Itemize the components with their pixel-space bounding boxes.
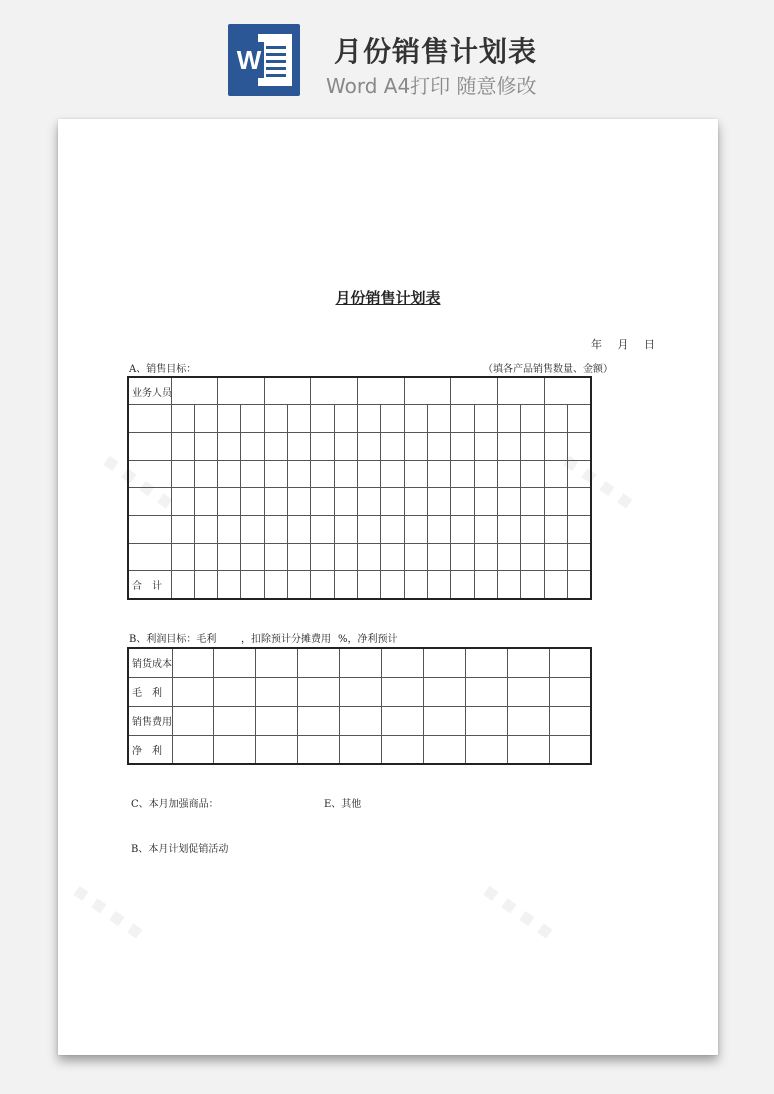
table-cell[interactable] (474, 460, 497, 488)
table-cell[interactable] (474, 432, 497, 460)
header-subtitle: Word A4打印 随意修改 (326, 74, 537, 98)
table-cell[interactable] (288, 488, 311, 516)
table-cell[interactable] (214, 735, 256, 764)
table-cell[interactable] (172, 648, 214, 677)
table-cell[interactable] (171, 460, 194, 488)
table-cell[interactable] (404, 488, 427, 516)
table-cell[interactable] (381, 571, 404, 599)
table-row (128, 677, 591, 706)
table-cell[interactable] (334, 571, 357, 599)
table-cell[interactable] (498, 405, 521, 433)
table-cell[interactable] (358, 460, 381, 488)
watermark: ▪ ▪ ▪ ▪ (558, 448, 639, 515)
table-cell[interactable] (544, 543, 567, 571)
table-cell[interactable] (214, 677, 256, 706)
table-cell[interactable] (568, 405, 591, 433)
table-cell[interactable] (521, 432, 544, 460)
profit-table (127, 647, 592, 765)
table-cell[interactable] (358, 405, 381, 433)
table-cell[interactable] (218, 405, 241, 433)
table-cell[interactable] (256, 735, 298, 764)
table-cell[interactable] (507, 706, 549, 735)
table-cell[interactable] (451, 460, 474, 488)
table-cell[interactable] (311, 377, 358, 405)
table-cell[interactable] (428, 488, 451, 516)
document-page (58, 119, 718, 1055)
table-cell[interactable] (214, 706, 256, 735)
table-cell[interactable] (381, 432, 404, 460)
word-logo-icon (228, 24, 300, 96)
document-title: 月份销售计划表 (335, 289, 441, 307)
table-cell[interactable] (474, 515, 497, 543)
page-header (0, 0, 774, 112)
table-cell[interactable] (298, 677, 340, 706)
table-cell[interactable] (381, 488, 404, 516)
table-cell[interactable] (194, 432, 217, 460)
table-cell[interactable] (241, 515, 264, 543)
table-cell[interactable] (498, 488, 521, 516)
table-cell[interactable] (521, 543, 544, 571)
table-cell[interactable] (381, 648, 423, 677)
table-cell[interactable] (128, 515, 171, 543)
table-cell[interactable] (171, 571, 194, 599)
table-cell[interactable] (194, 460, 217, 488)
table-cell[interactable] (358, 515, 381, 543)
table-cell[interactable] (288, 460, 311, 488)
table-cell[interactable] (404, 460, 427, 488)
net-profit-label: %，净利预计 (338, 634, 398, 645)
sales-target-note: （填各产品销售数量、金额） (483, 364, 613, 375)
table-cell[interactable] (544, 460, 567, 488)
table-cell[interactable] (264, 543, 287, 571)
table-cell[interactable] (428, 405, 451, 433)
table-cell[interactable] (498, 460, 521, 488)
table-cell[interactable] (128, 488, 171, 516)
table-row (128, 735, 591, 764)
table-cell[interactable] (194, 571, 217, 599)
table-row (128, 432, 591, 460)
net-profit-row-label: 净 利 (128, 735, 172, 764)
table-cell[interactable] (194, 488, 217, 516)
table-cell[interactable] (544, 432, 567, 460)
table-cell[interactable] (334, 460, 357, 488)
table-cell[interactable] (521, 515, 544, 543)
table-cell[interactable] (311, 515, 334, 543)
table-cell[interactable] (521, 571, 544, 599)
table-cell[interactable] (549, 648, 591, 677)
table-cell[interactable] (428, 432, 451, 460)
total-label: 合 计 (128, 571, 171, 599)
table-cell[interactable] (381, 405, 404, 433)
table-cell[interactable] (474, 488, 497, 516)
table-cell[interactable] (171, 488, 194, 516)
table-cell[interactable] (218, 432, 241, 460)
table-cell[interactable] (549, 677, 591, 706)
table-cell[interactable] (381, 677, 423, 706)
table-cell[interactable] (404, 543, 427, 571)
table-cell[interactable] (298, 706, 340, 735)
table-cell[interactable] (544, 405, 567, 433)
table-cell[interactable] (507, 648, 549, 677)
watermark: ▪ ▪ ▪ ▪ (68, 878, 149, 945)
table-cell[interactable] (423, 706, 465, 735)
table-cell[interactable] (544, 377, 591, 405)
table-cell[interactable] (423, 677, 465, 706)
table-cell[interactable] (340, 648, 382, 677)
table-cell[interactable] (334, 432, 357, 460)
table-cell[interactable] (288, 515, 311, 543)
sales-target-label: A、销售目标： (129, 364, 197, 375)
table-cell[interactable] (264, 432, 287, 460)
table-cell[interactable] (128, 543, 171, 571)
table-cell[interactable] (465, 648, 507, 677)
table-cell[interactable] (498, 377, 545, 405)
table-row (128, 405, 591, 433)
table-cell[interactable] (241, 460, 264, 488)
table-cell[interactable] (451, 488, 474, 516)
table-cell[interactable] (451, 543, 474, 571)
table-row (128, 460, 591, 488)
header-title: 月份销售计划表 (334, 35, 538, 68)
table-cell[interactable] (334, 543, 357, 571)
table-cell[interactable] (498, 543, 521, 571)
table-cell[interactable] (311, 432, 334, 460)
table-cell[interactable] (264, 571, 287, 599)
table-cell[interactable] (171, 377, 218, 405)
table-cell[interactable] (544, 488, 567, 516)
table-cell[interactable] (381, 735, 423, 764)
table-cell[interactable] (465, 735, 507, 764)
table-cell[interactable] (423, 648, 465, 677)
table-cell[interactable] (381, 543, 404, 571)
table-cell[interactable] (521, 460, 544, 488)
table-cell[interactable] (264, 515, 287, 543)
table-cell[interactable] (194, 405, 217, 433)
cogs-label: 销货成本 (128, 648, 172, 677)
table-cell[interactable] (218, 571, 241, 599)
table-cell[interactable] (451, 571, 474, 599)
table-cell[interactable] (358, 543, 381, 571)
deduct-expense-label: ，扣除预计分摊费用 (241, 634, 331, 645)
table-cell[interactable] (218, 377, 265, 405)
table-cell[interactable] (288, 405, 311, 433)
table-cell[interactable] (172, 706, 214, 735)
other-label: E、其他 (324, 799, 362, 810)
table-cell[interactable] (340, 677, 382, 706)
table-cell[interactable] (358, 488, 381, 516)
table-cell[interactable] (298, 735, 340, 764)
table-cell[interactable] (218, 543, 241, 571)
table-cell[interactable] (264, 488, 287, 516)
profit-target-label: B、利润目标：毛利 (129, 634, 217, 645)
table-cell[interactable] (568, 515, 591, 543)
table-cell[interactable] (334, 488, 357, 516)
table-cell[interactable] (451, 432, 474, 460)
table-cell[interactable] (311, 488, 334, 516)
table-cell[interactable] (298, 648, 340, 677)
table-cell[interactable] (264, 460, 287, 488)
watermark: ▪ ▪ ▪ ▪ (478, 878, 559, 945)
table-cell[interactable] (521, 488, 544, 516)
table-cell[interactable] (474, 543, 497, 571)
table-cell[interactable] (404, 405, 427, 433)
table-cell[interactable] (507, 735, 549, 764)
featured-products-label: C、本月加强商品： (131, 799, 219, 810)
table-cell[interactable] (171, 543, 194, 571)
table-cell[interactable] (171, 405, 194, 433)
table-cell[interactable] (474, 405, 497, 433)
table-cell[interactable] (404, 377, 451, 405)
table-cell[interactable] (194, 543, 217, 571)
table-cell[interactable] (194, 515, 217, 543)
table-cell[interactable] (334, 405, 357, 433)
table-cell[interactable] (568, 571, 591, 599)
table-cell[interactable] (423, 735, 465, 764)
table-cell[interactable] (241, 543, 264, 571)
table-cell[interactable] (288, 571, 311, 599)
table-cell[interactable] (358, 377, 405, 405)
table-cell[interactable] (381, 515, 404, 543)
table-cell[interactable] (256, 648, 298, 677)
table-cell[interactable] (241, 432, 264, 460)
table-header-row (128, 377, 591, 405)
table-cell[interactable] (241, 405, 264, 433)
table-row (128, 515, 591, 543)
table-cell[interactable] (465, 706, 507, 735)
table-cell[interactable] (171, 432, 194, 460)
table-cell[interactable] (549, 735, 591, 764)
table-cell[interactable] (428, 543, 451, 571)
table-cell[interactable] (214, 648, 256, 677)
table-cell[interactable] (128, 432, 171, 460)
date-line: 年 月 日 (591, 338, 655, 351)
table-cell[interactable] (381, 460, 404, 488)
table-cell[interactable] (218, 460, 241, 488)
table-cell[interactable] (256, 677, 298, 706)
table-row (128, 706, 591, 735)
table-cell[interactable] (288, 543, 311, 571)
table-cell[interactable] (498, 515, 521, 543)
table-cell[interactable] (404, 432, 427, 460)
table-cell[interactable] (311, 460, 334, 488)
table-cell[interactable] (311, 571, 334, 599)
table-cell[interactable] (451, 405, 474, 433)
table-cell[interactable] (568, 543, 591, 571)
table-cell[interactable] (451, 515, 474, 543)
table-cell[interactable] (521, 405, 544, 433)
table-cell[interactable] (241, 488, 264, 516)
table-cell[interactable] (171, 515, 194, 543)
table-cell[interactable] (172, 735, 214, 764)
table-cell[interactable] (474, 571, 497, 599)
table-cell[interactable] (128, 405, 171, 433)
table-cell[interactable] (334, 515, 357, 543)
gross-profit-label: 毛 利 (128, 677, 172, 706)
table-cell[interactable] (428, 460, 451, 488)
table-cell[interactable] (358, 571, 381, 599)
total-row (128, 571, 591, 599)
promotion-plan-label: B、本月计划促销活动 (131, 844, 229, 855)
table-cell[interactable] (172, 677, 214, 706)
table-cell[interactable] (381, 706, 423, 735)
table-cell[interactable] (128, 460, 171, 488)
table-cell[interactable] (256, 706, 298, 735)
table-cell[interactable] (404, 571, 427, 599)
table-cell[interactable] (568, 432, 591, 460)
table-cell[interactable] (428, 515, 451, 543)
table-cell[interactable] (544, 515, 567, 543)
table-cell[interactable] (498, 571, 521, 599)
table-cell[interactable] (428, 571, 451, 599)
table-cell[interactable] (544, 571, 567, 599)
selling-expense-label: 销售费用 (128, 706, 172, 735)
table-cell[interactable] (241, 571, 264, 599)
table-cell[interactable] (340, 735, 382, 764)
sales-target-table (127, 376, 592, 600)
table-cell[interactable] (288, 432, 311, 460)
table-cell[interactable] (264, 377, 311, 405)
table-row (128, 488, 591, 516)
table-cell[interactable] (311, 543, 334, 571)
salesperson-header: 业务人员 (128, 377, 171, 405)
table-row (128, 543, 591, 571)
table-cell[interactable] (507, 677, 549, 706)
table-row (128, 648, 591, 677)
watermark: ▪ ▪ ▪ ▪ (98, 448, 179, 515)
table-cell[interactable] (218, 515, 241, 543)
table-cell[interactable] (465, 677, 507, 706)
table-cell[interactable] (358, 432, 381, 460)
table-cell[interactable] (340, 706, 382, 735)
word-logo-letter: W (234, 42, 264, 78)
table-cell[interactable] (549, 706, 591, 735)
table-cell[interactable] (218, 488, 241, 516)
table-cell[interactable] (568, 488, 591, 516)
table-cell[interactable] (451, 377, 498, 405)
table-cell[interactable] (568, 460, 591, 488)
table-cell[interactable] (498, 432, 521, 460)
table-cell[interactable] (264, 405, 287, 433)
table-cell[interactable] (311, 405, 334, 433)
table-cell[interactable] (404, 515, 427, 543)
